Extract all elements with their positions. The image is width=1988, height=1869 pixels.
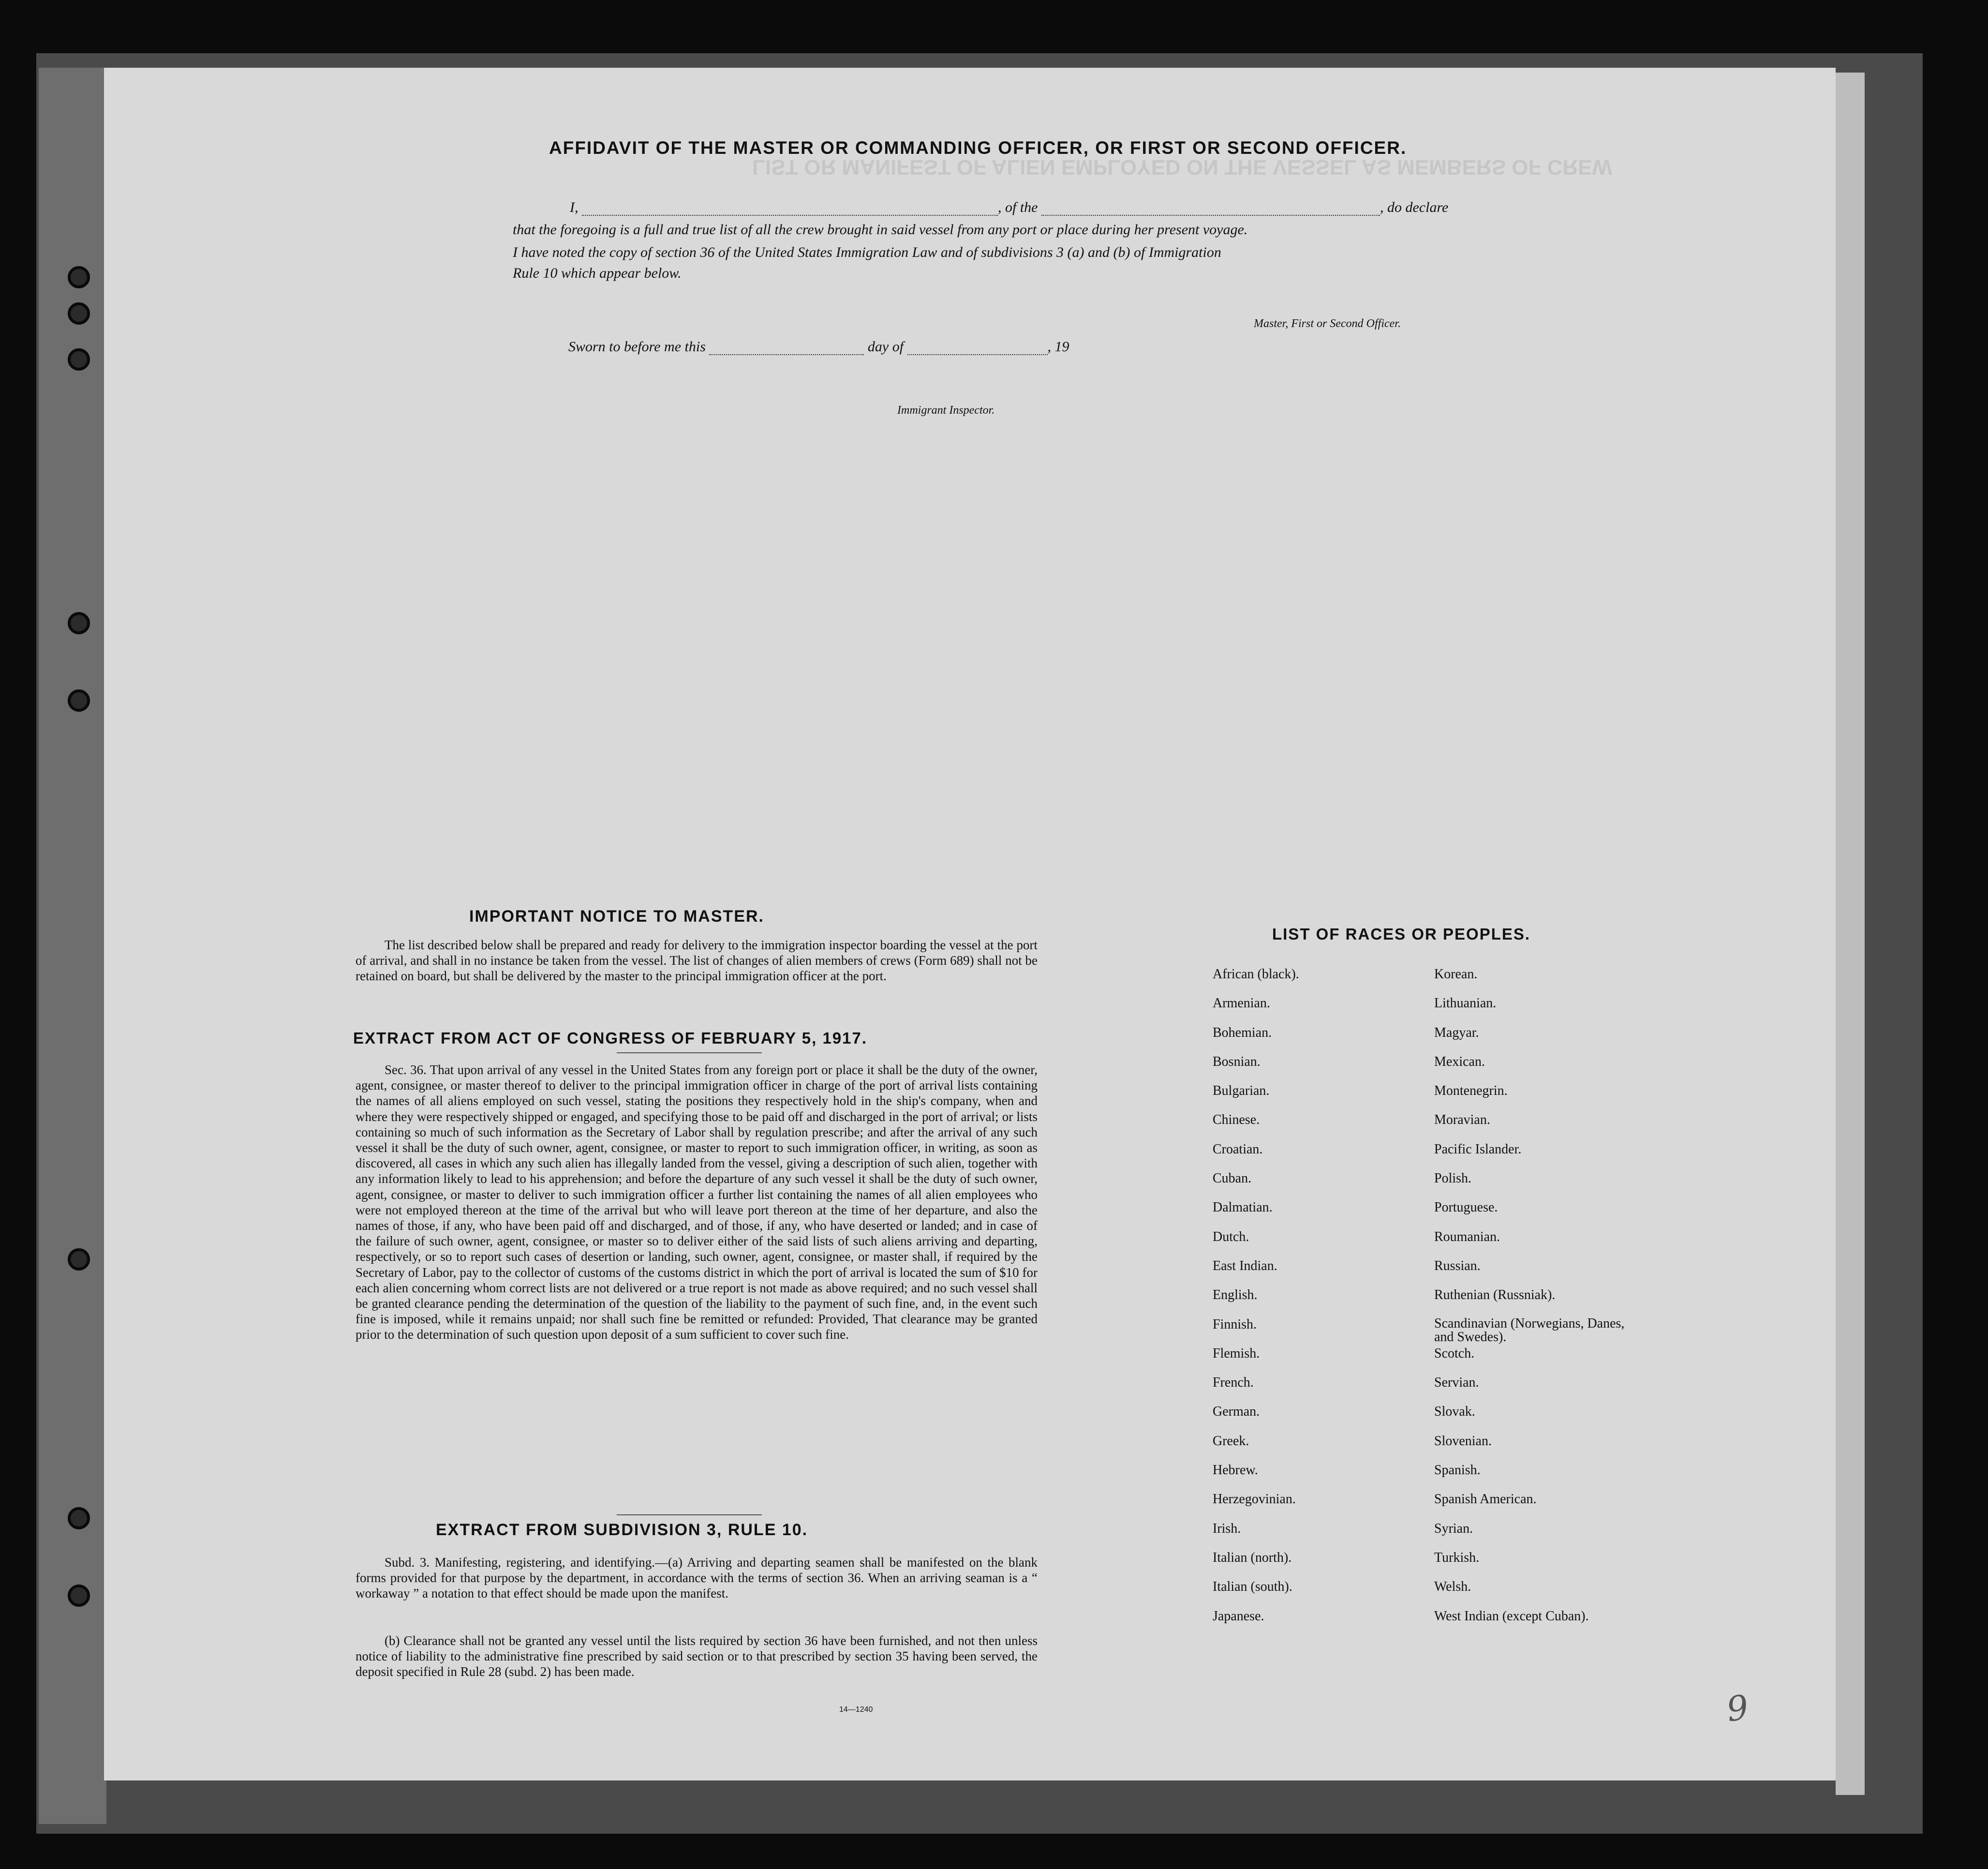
extract-rule-title: EXTRACT FROM SUBDIVISION 3, RULE 10. (436, 1521, 808, 1539)
binder-hole (68, 1248, 90, 1271)
race-item: Irish. (1213, 1521, 1241, 1536)
race-item: Dutch. (1213, 1229, 1249, 1244)
race-item: Servian. (1434, 1375, 1479, 1391)
vessel-blank[interactable] (1041, 215, 1380, 216)
race-item: Polish. (1434, 1171, 1472, 1186)
race-item: Welsh. (1434, 1579, 1471, 1595)
extract-act-title: EXTRACT FROM ACT OF CONGRESS OF FEBRUARY 5, 1917. (353, 1029, 868, 1047)
subdivision-a-text: Subd. 3. Manifesting, registering, and identifying.—(a) Arriving and departing seamen shall be manifested on the blank forms provided for that purpose by the department, in accordance with the terms of section 36. When an arriving seaman is a “ workaway ” a notation to that effect should be made upon the manifest. (356, 1555, 1038, 1601)
race-item: Lithuanian. (1434, 996, 1497, 1011)
race-item: Spanish American. (1434, 1492, 1537, 1507)
binder-margin (39, 68, 106, 1824)
sworn-line (568, 339, 1069, 355)
race-item: Croatian. (1213, 1141, 1263, 1157)
race-item: Roumanian. (1434, 1229, 1500, 1244)
binder-hole (68, 689, 90, 712)
race-item: West Indian (except Cuban). (1434, 1608, 1589, 1624)
affidavit-line-4: Rule 10 which appear below. (513, 265, 682, 281)
binder-hole (68, 1507, 90, 1529)
race-item: Russian. (1434, 1258, 1481, 1273)
notice-title: IMPORTANT NOTICE TO MASTER. (469, 907, 764, 926)
inspector-signature-label: Immigrant Inspector. (897, 404, 995, 417)
race-item: Hebrew. (1213, 1463, 1258, 1478)
race-item: Syrian. (1434, 1521, 1473, 1536)
divider (617, 1052, 762, 1053)
notice-text: The list described below shall be prepared and ready for delivery to the immigration inspector boarding the vessel at the port of arrival, and shall in no instance be taken from the vessel. The list of changes of alien members of crews (Form 689) shall not be retained on board, but shall be delivered by the master to the principal immigration officer at the port. (356, 938, 1038, 984)
race-item: Magyar. (1434, 1025, 1479, 1040)
sworn-text: Sworn to before me this (568, 339, 706, 355)
race-item: Turkish. (1434, 1550, 1480, 1565)
race-item: Bohemian. (1213, 1025, 1272, 1040)
race-item: Ruthenian (Russniak). (1434, 1287, 1556, 1303)
sworn-month-blank[interactable] (907, 354, 1048, 355)
race-item: Finnish. (1213, 1316, 1257, 1332)
race-item: Bulgarian. (1213, 1083, 1270, 1099)
affidavit-i: I, (570, 199, 579, 215)
race-item: Japanese. (1213, 1608, 1264, 1624)
race-item: Scotch. (1434, 1346, 1475, 1361)
races-column-2 (1434, 967, 1642, 1638)
race-item: Herzegovinian. (1213, 1492, 1296, 1507)
affidavit-line-1 (570, 199, 1448, 216)
race-item: Montenegrin. (1434, 1083, 1508, 1099)
binder-hole (68, 302, 90, 325)
race-item: Italian (south). (1213, 1579, 1292, 1595)
day-of-text: day of (867, 339, 904, 355)
year-text: , 19 (1047, 339, 1069, 355)
race-item: Dalmatian. (1213, 1200, 1273, 1215)
subdivision-b-text: (b) Clearance shall not be granted any vessel until the lists required by section 36 have been furnished, and not then unless notice of liability to the administrative fine prescribed by said section or to that prescribed by section 35 having been served, the deposit specified in Rule 28 (subd. 2) has been made. (356, 1633, 1038, 1679)
race-item: Chinese. (1213, 1112, 1260, 1128)
race-item: English. (1213, 1287, 1258, 1303)
race-item: Spanish. (1434, 1463, 1481, 1478)
master-signature-label: Master, First or Second Officer. (1254, 317, 1401, 330)
race-item: Korean. (1434, 967, 1478, 982)
race-item: Bosnian. (1213, 1054, 1261, 1069)
race-item: German. (1213, 1404, 1260, 1420)
affidavit-page (104, 68, 1836, 1780)
affidavit-title: AFFIDAVIT OF THE MASTER OR COMMANDING OFFICER, OR FIRST OR SECOND OFFICER. (549, 138, 1407, 158)
page-edge (1836, 73, 1865, 1795)
race-item: Greek. (1213, 1433, 1249, 1449)
affidavit-of-the: , of the (998, 199, 1038, 215)
race-item: Flemish. (1213, 1346, 1260, 1361)
race-item: Slovenian. (1434, 1433, 1492, 1449)
races-column-1 (1213, 967, 1299, 1638)
race-item: Armenian. (1213, 996, 1270, 1011)
race-item: Moravian. (1434, 1112, 1490, 1128)
race-item: Mexican. (1434, 1054, 1485, 1069)
race-item: African (black). (1213, 967, 1299, 982)
races-title: LIST OF RACES OR PEOPLES. (1272, 925, 1531, 943)
race-item: Portuguese. (1434, 1200, 1498, 1215)
race-item: Slovak. (1434, 1404, 1475, 1420)
binder-hole (68, 266, 90, 288)
name-blank[interactable] (582, 215, 998, 216)
race-item: Scandinavian (Norwegians, Danes, and Swedes). (1434, 1316, 1625, 1345)
form-number: 14—1240 (839, 1705, 873, 1714)
race-item: French. (1213, 1375, 1254, 1391)
affidavit-declare: , do declare (1380, 199, 1449, 215)
handwritten-mark: 9 (1724, 1687, 1751, 1730)
section-36-text: Sec. 36. That upon arrival of any vessel in the United States from any foreign port or place it shall be the duty of the owner, agent, consignee, or master thereof to deliver to the principal immigration officer in charge of the port of arrival lists containing the names of all aliens employed on such vessel, stating the positions they respectively hold in the ship's company, when and where they were respectively shipped or engaged, and specifying those to be paid off and discharged in the port of arrival; or lists containing so much of such information as the Secretary of Labor shall by regulation prescribe; and after the arrival of any such vessel it shall be the duty of such owner, agent, consignee, or master to report to such immigration officer, in writing, as soon as discovered, all cases in which any such alien has illegally landed from the vessel, giving a description of such alien, together with any information likely to lead to his apprehension; and before the departure of any such vessel it shall be the duty of such owner, agent, consignee, or master to deliver to such immigration officer a further list containing the names of all alien employees who were not employed thereon at the time of the arrival but who will leave port thereon at the time of her departure, and also the names of those, if any, who have been paid off and discharged, and of those, if any, who have deserted or landed; and in case of the failure of such owner, agent, consignee, or master so to deliver either of the said lists of such aliens arriving and departing, respectively, or so to report such cases of desertion or landing, such owner, agent, consignee, or master shall, if required by the Secretary of Labor, pay to the collector of customs of the customs district in which the port of arrival is located the sum of $10 for each alien concerning whom correct lists are not delivered or a true report is not made as above required; and no such vessel shall be granted clearance pending the determination of the question of the liability to the payment of such fine, and, in the event such fine is imposed, while it remains unpaid; nor shall such fine be remitted or refunded: Provided, That clearance may be granted prior to the determination of such question upon deposit of a sum sufficient to cover such fine. (356, 1062, 1038, 1342)
bleed-through-text: LIST OR MANIFEST OF ALIEN EMPLOYED ON THE VESSEL AS MEMBERS OF CREW (752, 155, 1613, 179)
sworn-day-blank[interactable] (709, 354, 864, 355)
affidavit-line-3: I have noted the copy of section 36 of the United States Immigration Law and of subdivisions 3 (a) and (b) of Immigration (513, 244, 1221, 260)
race-item: East Indian. (1213, 1258, 1277, 1273)
divider (617, 1514, 762, 1515)
race-item: Italian (north). (1213, 1550, 1292, 1565)
binder-hole (68, 348, 90, 371)
race-item: Cuban. (1213, 1171, 1252, 1186)
binder-hole (68, 1585, 90, 1607)
affidavit-line-2: that the foregoing is a full and true list of all the crew brought in said vessel from any port or place during her present voyage. (513, 222, 1248, 238)
race-item: Pacific Islander. (1434, 1141, 1522, 1157)
binder-hole (68, 612, 90, 634)
